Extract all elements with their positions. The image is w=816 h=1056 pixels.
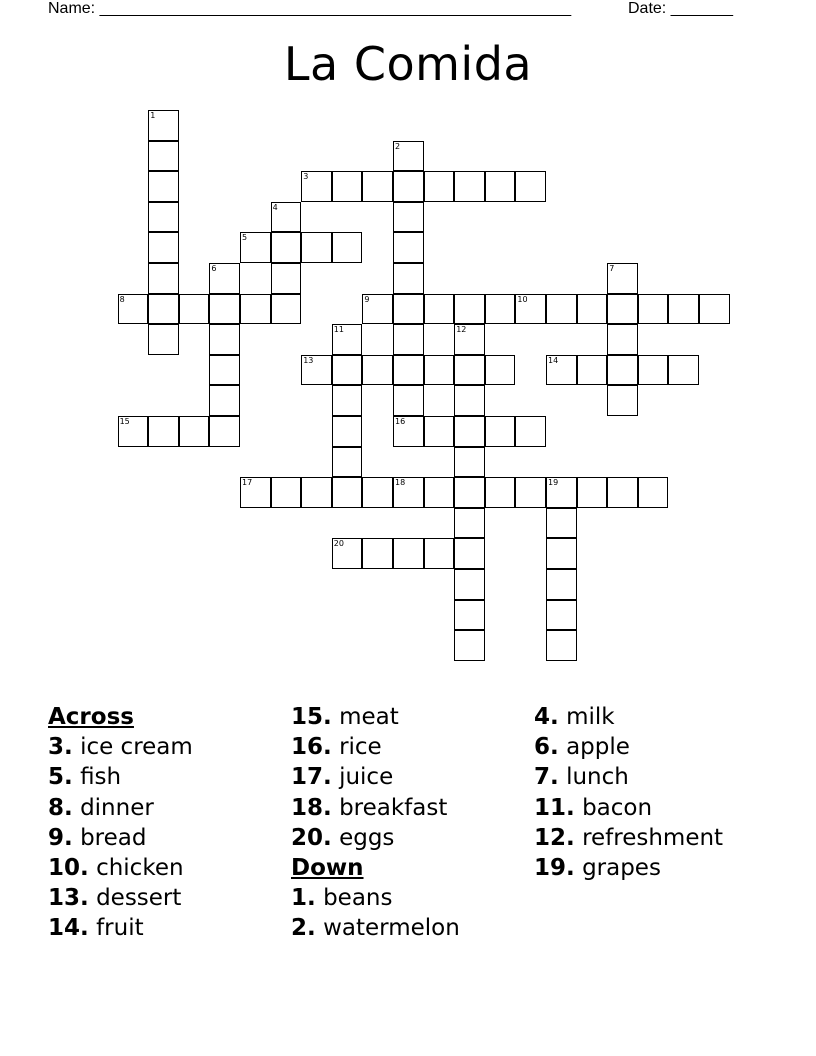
clue-number: 13. [48,885,89,912]
crossword-cell[interactable] [668,294,699,325]
clue-item [534,732,723,762]
crossword-cell[interactable] [577,355,608,386]
crossword-cell[interactable] [362,477,393,508]
crossword-cell[interactable] [393,355,424,386]
clue-number-label: 13 [303,355,314,365]
clue-column-3 [534,702,723,883]
crossword-cell[interactable] [546,538,577,569]
crossword-cell[interactable] [148,141,179,172]
crossword-cell[interactable] [515,294,546,325]
clue-text: eggs [339,824,395,851]
clue-number: 7. [534,764,559,791]
clue-number-label: 2 [395,141,401,151]
clue-number-label: 1 [150,111,156,120]
clue-number: 15. [291,704,332,730]
crossword-cell[interactable] [424,538,455,569]
worksheet-title: La Comida [283,37,533,91]
crossword-cell[interactable] [179,416,210,447]
clue-item [48,793,193,823]
clue-text: watermelon [323,915,460,942]
clue-item [534,793,723,823]
clue-item [291,762,460,792]
clue-item [534,702,723,732]
clue-number: 11. [534,794,575,821]
crossword-cell[interactable] [424,477,455,508]
clue-column-1 [48,702,193,944]
clue-text: refreshment [582,824,724,851]
crossword-cell[interactable] [546,294,577,325]
crossword-cell[interactable] [546,630,577,661]
clue-item [291,823,460,853]
crossword-cell[interactable] [148,171,179,202]
crossword-cell[interactable] [148,416,179,447]
crossword-cell[interactable] [362,355,393,386]
crossword-cell[interactable] [179,294,210,325]
clue-item [48,883,193,913]
crossword-cell[interactable] [271,232,302,263]
crossword-cell[interactable] [271,202,302,233]
crossword-cell[interactable] [332,232,363,263]
crossword-cell[interactable] [546,600,577,631]
clue-number: 14. [48,915,89,942]
crossword-cell[interactable] [546,355,577,386]
clue-item [48,823,193,853]
crossword-cell[interactable] [209,294,240,325]
crossword-cell[interactable] [454,324,485,355]
crossword-cell[interactable] [393,171,424,202]
clue-item [291,913,460,943]
crossword-cell[interactable] [424,171,455,202]
crossword-cell[interactable] [607,385,638,416]
crossword-cell[interactable] [148,294,179,325]
clue-text: ice cream [80,734,193,761]
crossword-cell[interactable] [393,324,424,355]
crossword-cell[interactable] [638,477,669,508]
crossword-cell[interactable] [454,569,485,600]
clue-number: 8. [48,794,73,821]
crossword-cell[interactable] [148,232,179,263]
crossword-cell[interactable] [148,202,179,233]
crossword-cell[interactable] [607,294,638,325]
crossword-cell[interactable] [607,263,638,294]
crossword-cell[interactable] [515,477,546,508]
clue-number-label: 7 [609,264,615,273]
crossword-cell[interactable] [546,508,577,539]
crossword-cell[interactable] [362,294,393,325]
clue-number: 2. [291,915,316,942]
clue-text: beans [323,885,393,912]
clue-item [291,793,460,823]
clue-text: dinner [80,794,154,821]
clue-text: bread [80,824,147,851]
clue-number: 16. [291,734,332,761]
crossword-cell[interactable] [577,477,608,508]
crossword-cell[interactable] [577,294,608,325]
crossword-cell[interactable] [485,355,516,386]
date-line: Date: _______ [628,0,733,17]
clue-number: 17. [291,764,332,791]
crossword-cell[interactable] [332,355,363,386]
clue-text: bacon [582,794,653,821]
clue-number: 6. [534,734,559,761]
clue-number: 19. [534,854,575,881]
clue-number-label: 12 [456,325,467,335]
crossword-cell[interactable] [546,569,577,600]
crossword-cell[interactable] [393,202,424,233]
crossword-cell[interactable] [424,416,455,447]
crossword-cell[interactable] [454,355,485,386]
crossword-cell[interactable] [393,385,424,416]
clue-number: 3. [48,734,73,761]
crossword-cell[interactable] [240,477,271,508]
clue-number-label: 15 [119,417,130,426]
crossword-cell[interactable] [638,355,669,386]
crossword-cell[interactable] [209,324,240,355]
clue-text: juice [339,764,394,791]
crossword-cell[interactable] [515,171,546,202]
crossword-cell[interactable] [393,232,424,263]
crossword-cell[interactable] [454,447,485,478]
crossword-cell[interactable] [301,171,332,202]
crossword-cell[interactable] [209,355,240,386]
clue-item [48,913,193,943]
clue-column-2 [291,702,460,944]
clue-number: 10. [48,854,89,881]
clue-number-label: 9 [364,294,370,304]
clue-number: 5. [48,764,73,791]
clue-item [291,883,460,913]
name-line: Name: _____________________________________________________ [48,0,572,17]
crossword-cell[interactable] [546,477,577,508]
clue-item [534,762,723,792]
clue-number-label: 10 [517,294,528,304]
clue-item [48,853,193,883]
clue-text: lunch [566,764,629,791]
clue-item [291,702,460,732]
crossword-cell[interactable] [607,324,638,355]
clue-text: fish [80,764,122,791]
clue-number: 12. [534,824,575,851]
clue-number: 4. [534,704,559,730]
clue-number-label: 16 [395,417,406,426]
clue-item [534,853,723,883]
crossword-cell[interactable] [332,447,363,478]
clue-item [291,732,460,762]
crossword-cell[interactable] [209,416,240,447]
crossword-cell[interactable] [393,416,424,447]
clue-number-label: 20 [333,539,344,549]
crossword-cell[interactable] [424,355,455,386]
crossword-cell[interactable] [454,508,485,539]
crossword-cell[interactable] [454,477,485,508]
clue-number-label: 11 [333,325,344,335]
crossword-cell[interactable] [209,385,240,416]
crossword-cell[interactable] [301,477,332,508]
crossword-cell[interactable] [332,171,363,202]
crossword-cell[interactable] [393,263,424,294]
clue-item [534,823,723,853]
crossword-cell[interactable] [148,263,179,294]
clue-text: grapes [582,854,661,881]
across-heading: Across [48,704,134,730]
crossword-cell[interactable] [699,294,730,325]
crossword-cell[interactable] [393,538,424,569]
clue-number-label: 14 [548,355,559,365]
crossword-cell[interactable] [454,538,485,569]
crossword-cell[interactable] [362,171,393,202]
crossword-cell[interactable] [393,477,424,508]
clue-number: 1. [291,885,316,912]
crossword-cell[interactable] [485,416,516,447]
clue-number-label: 18 [395,478,406,488]
crossword-cell[interactable] [209,263,240,294]
clue-text: rice [339,734,382,761]
clue-item [48,732,193,762]
clue-number-label: 17 [242,478,253,488]
crossword-cell[interactable] [148,110,179,141]
crossword-cell[interactable] [515,416,546,447]
clue-number: 18. [291,794,332,821]
clue-number: 20. [291,824,332,851]
crossword-cell[interactable] [454,385,485,416]
crossword-cell[interactable] [332,385,363,416]
crossword-cell[interactable] [454,171,485,202]
clue-item [48,762,193,792]
crossword-cell[interactable] [638,294,669,325]
crossword-cell[interactable] [301,232,332,263]
clue-text: dessert [96,885,182,912]
clue-text: breakfast [339,794,448,821]
clue-number-label: 19 [548,478,559,488]
crossword-cell[interactable] [271,477,302,508]
crossword-cell[interactable] [301,355,332,386]
clue-text: chicken [96,854,184,881]
crossword-cell[interactable] [332,416,363,447]
crossword-cell[interactable] [332,538,363,569]
crossword-cell[interactable] [240,294,271,325]
clue-number-label: 3 [303,172,309,182]
crossword-cell[interactable] [332,324,363,355]
crossword-cell[interactable] [393,141,424,172]
clue-number-label: 6 [211,264,217,273]
clue-text: milk [566,704,615,730]
clue-text: apple [566,734,630,761]
crossword-cell[interactable] [393,294,424,325]
clue-text: fruit [96,915,144,942]
crossword-cell[interactable] [118,416,149,447]
clue-number-label: 4 [272,202,278,212]
crossword-cell[interactable] [454,294,485,325]
clue-number-label: 8 [119,294,125,304]
crossword-cell[interactable] [148,324,179,355]
crossword-cell[interactable] [485,294,516,325]
crossword-cell[interactable] [454,416,485,447]
clue-number-label: 5 [242,233,248,243]
crossword-cell[interactable] [485,477,516,508]
crossword-cell[interactable] [332,477,363,508]
crossword-cell[interactable] [607,477,638,508]
crossword-cell[interactable] [271,294,302,325]
clue-text: meat [339,704,399,730]
crossword-cell[interactable] [362,538,393,569]
crossword-cell[interactable] [118,294,149,325]
clue-number: 9. [48,824,73,851]
crossword-cell[interactable] [424,294,455,325]
down-heading: Down [291,854,364,881]
crossword-cell[interactable] [271,263,302,294]
crossword-cell[interactable] [240,232,271,263]
crossword-cell[interactable] [454,600,485,631]
crossword-cell[interactable] [607,355,638,386]
crossword-cell[interactable] [668,355,699,386]
crossword-cell[interactable] [485,171,516,202]
crossword-cell[interactable] [454,630,485,661]
